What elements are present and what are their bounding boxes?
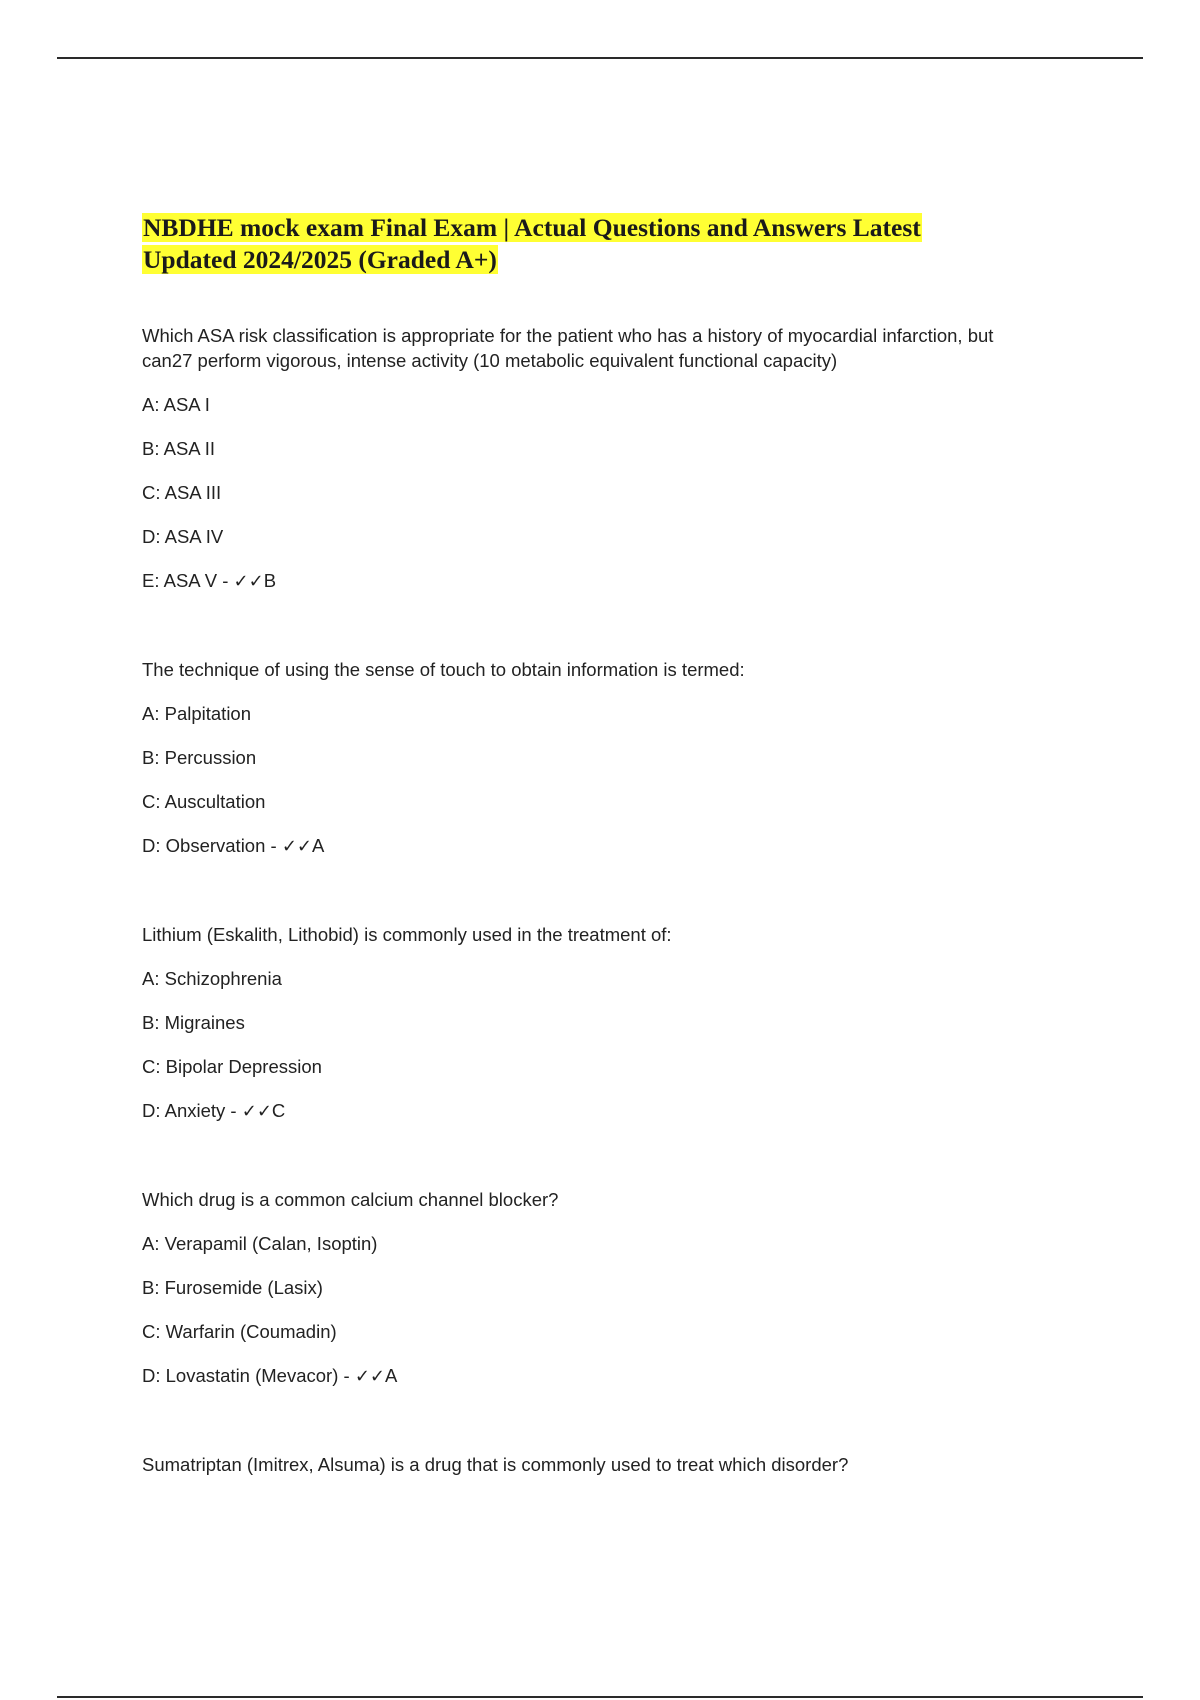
question-text: Which ASA risk classification is appropriate for the patient who has a history of myocardial infarction, but can27 perform vigorous, intense activity (10 metabolic equivalent functional capacity) <box>142 325 994 371</box>
top-rule <box>57 57 1143 59</box>
check-icon: ✓✓ <box>241 1101 272 1122</box>
question-block-2 <box>142 657 1042 859</box>
question-block-5 <box>142 1452 1042 1477</box>
option-e: E: ASA V - <box>142 570 234 591</box>
question-block-4 <box>142 1187 1042 1389</box>
document-title <box>142 212 1042 276</box>
option-e-with-answer <box>142 568 1042 594</box>
question-block-1 <box>142 323 1042 594</box>
option-d-with-answer <box>142 833 1042 859</box>
question-text: The technique of using the sense of touch to obtain information is termed: <box>142 659 745 680</box>
check-icon: ✓✓ <box>233 571 264 592</box>
option-b: B: Percussion <box>142 747 257 768</box>
option-b: B: Migraines <box>142 1012 245 1033</box>
check-icon: ✓✓ <box>281 836 312 857</box>
option-d-with-answer <box>142 1098 1042 1124</box>
answer-key: A <box>312 835 325 856</box>
option-c: C: Warfarin (Coumadin) <box>142 1321 337 1342</box>
option-d-with-answer <box>142 1363 1042 1389</box>
title-line-1: NBDHE mock exam Final Exam | Actual Questions and Answers Latest <box>143 213 921 242</box>
question-text: Which drug is a common calcium channel blocker? <box>142 1189 559 1210</box>
option-a: A: Schizophrenia <box>142 968 282 989</box>
answer-key: A <box>385 1365 398 1386</box>
option-b: B: ASA II <box>142 438 216 459</box>
option-a: A: Verapamil (Calan, Isoptin) <box>142 1233 378 1254</box>
question-text: Lithium (Eskalith, Lithobid) is commonly used in the treatment of: <box>142 924 672 945</box>
option-c: C: Bipolar Depression <box>142 1056 322 1077</box>
option-b: B: Furosemide (Lasix) <box>142 1277 323 1298</box>
question-text: Sumatriptan (Imitrex, Alsuma) is a drug that is commonly used to treat which disorder? <box>142 1454 849 1475</box>
question-block-3 <box>142 922 1042 1124</box>
option-c: C: ASA III <box>142 482 222 503</box>
option-a: A: Palpitation <box>142 703 252 724</box>
check-icon: ✓✓ <box>354 1366 385 1387</box>
option-a: A: ASA I <box>142 394 210 415</box>
title-line-2: Updated 2024/2025 (Graded A+) <box>143 245 497 274</box>
option-d: D: Observation - <box>142 835 282 856</box>
option-d: D: Anxiety - <box>142 1100 242 1121</box>
answer-key: B <box>263 570 277 591</box>
option-c: C: Auscultation <box>142 791 266 812</box>
option-d: D: Lovastatin (Mevacor) - <box>142 1365 355 1386</box>
option-d: D: ASA IV <box>142 526 224 547</box>
answer-key: C <box>271 1100 286 1121</box>
document-body <box>142 212 1042 1477</box>
bottom-rule <box>57 1696 1143 1698</box>
